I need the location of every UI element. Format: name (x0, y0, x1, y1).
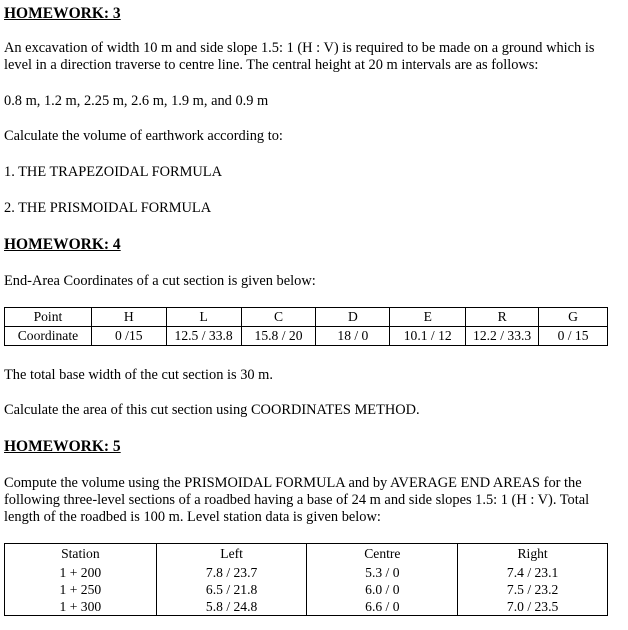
table-cell: 6.5 / 21.8 (156, 581, 307, 598)
table-cell: 10.1 / 12 (390, 327, 466, 346)
coordinate-table (4, 307, 608, 346)
hw3-heights: 0.8 m, 1.2 m, 2.25 m, 2.6 m, 1.9 m, and 0.9 m (4, 93, 269, 109)
hw3-intro: An excavation of width 10 m and side slope 1.5: 1 (H : V) is required to be made on a ground which is level in a direction traverse to centre line. The central height at 20 m intervals are as follows: (4, 40, 595, 73)
table-cell: 18 / 0 (316, 327, 390, 346)
table-cell: 1 + 300 (5, 598, 157, 616)
hw4-task: Calculate the area of this cut section using COORDINATES METHOD. (4, 402, 420, 418)
hw4-title: HOMEWORK: 4 (4, 236, 121, 253)
station-table-header-row (5, 544, 608, 565)
table-header-cell: H (91, 308, 166, 327)
hw5-intro: Compute the volume using the PRISMOIDAL FORMULA and by AVERAGE END AREAS for the following three-level sections of a roadbed having a base of 24 m and side slopes 1.5: 1 (H : V). Total length of the roadbed is 100 m. Level station data is given below: (4, 475, 590, 525)
table-cell: 12.5 / 33.8 (166, 327, 241, 346)
hw4-intro: End-Area Coordinates of a cut section is given below: (4, 273, 316, 289)
hw3-item-2: 2. THE PRISMOIDAL FORMULA (4, 200, 212, 216)
table-cell: 5.8 / 24.8 (156, 598, 307, 616)
table-cell: 1 + 250 (5, 581, 157, 598)
table-cell: 7.5 / 23.2 (458, 581, 608, 598)
table-cell: Coordinate (5, 327, 92, 346)
table-header-cell: L (166, 308, 241, 327)
table-cell: 12.2 / 33.3 (466, 327, 539, 346)
table-cell: 5.3 / 0 (307, 564, 458, 581)
table-cell: 7.8 / 23.7 (156, 564, 307, 581)
hw5-title: HOMEWORK: 5 (4, 438, 121, 455)
table-header-cell: R (466, 308, 539, 327)
station-table-row (5, 581, 608, 598)
table-cell: 7.4 / 23.1 (458, 564, 608, 581)
table-header-cell: Left (156, 544, 307, 565)
table-header-cell: C (241, 308, 316, 327)
hw4-base-width: The total base width of the cut section is 30 m. (4, 367, 273, 383)
station-table-row (5, 598, 608, 616)
station-table (4, 543, 608, 616)
table-cell: 0 / 15 (539, 327, 608, 346)
table-header-cell: Centre (307, 544, 458, 565)
table-header-cell: Right (458, 544, 608, 565)
table-cell: 7.0 / 23.5 (458, 598, 608, 616)
table-header-cell: D (316, 308, 390, 327)
station-table-row (5, 564, 608, 581)
table-cell: 1 + 200 (5, 564, 157, 581)
table-cell: 6.6 / 0 (307, 598, 458, 616)
table-cell: 6.0 / 0 (307, 581, 458, 598)
table-header-cell: G (539, 308, 608, 327)
table-cell: 0 /15 (91, 327, 166, 346)
table-header-cell: Point (5, 308, 92, 327)
coordinate-table-row (5, 327, 608, 346)
table-cell: 15.8 / 20 (241, 327, 316, 346)
hw3-title: HOMEWORK: 3 (4, 5, 121, 22)
table-header-cell: E (390, 308, 466, 327)
table-header-cell: Station (5, 544, 157, 565)
hw3-item-1: 1. THE TRAPEZOIDAL FORMULA (4, 164, 222, 180)
coordinate-table-header-row (5, 308, 608, 327)
hw3-task: Calculate the volume of earthwork according to: (4, 128, 283, 144)
